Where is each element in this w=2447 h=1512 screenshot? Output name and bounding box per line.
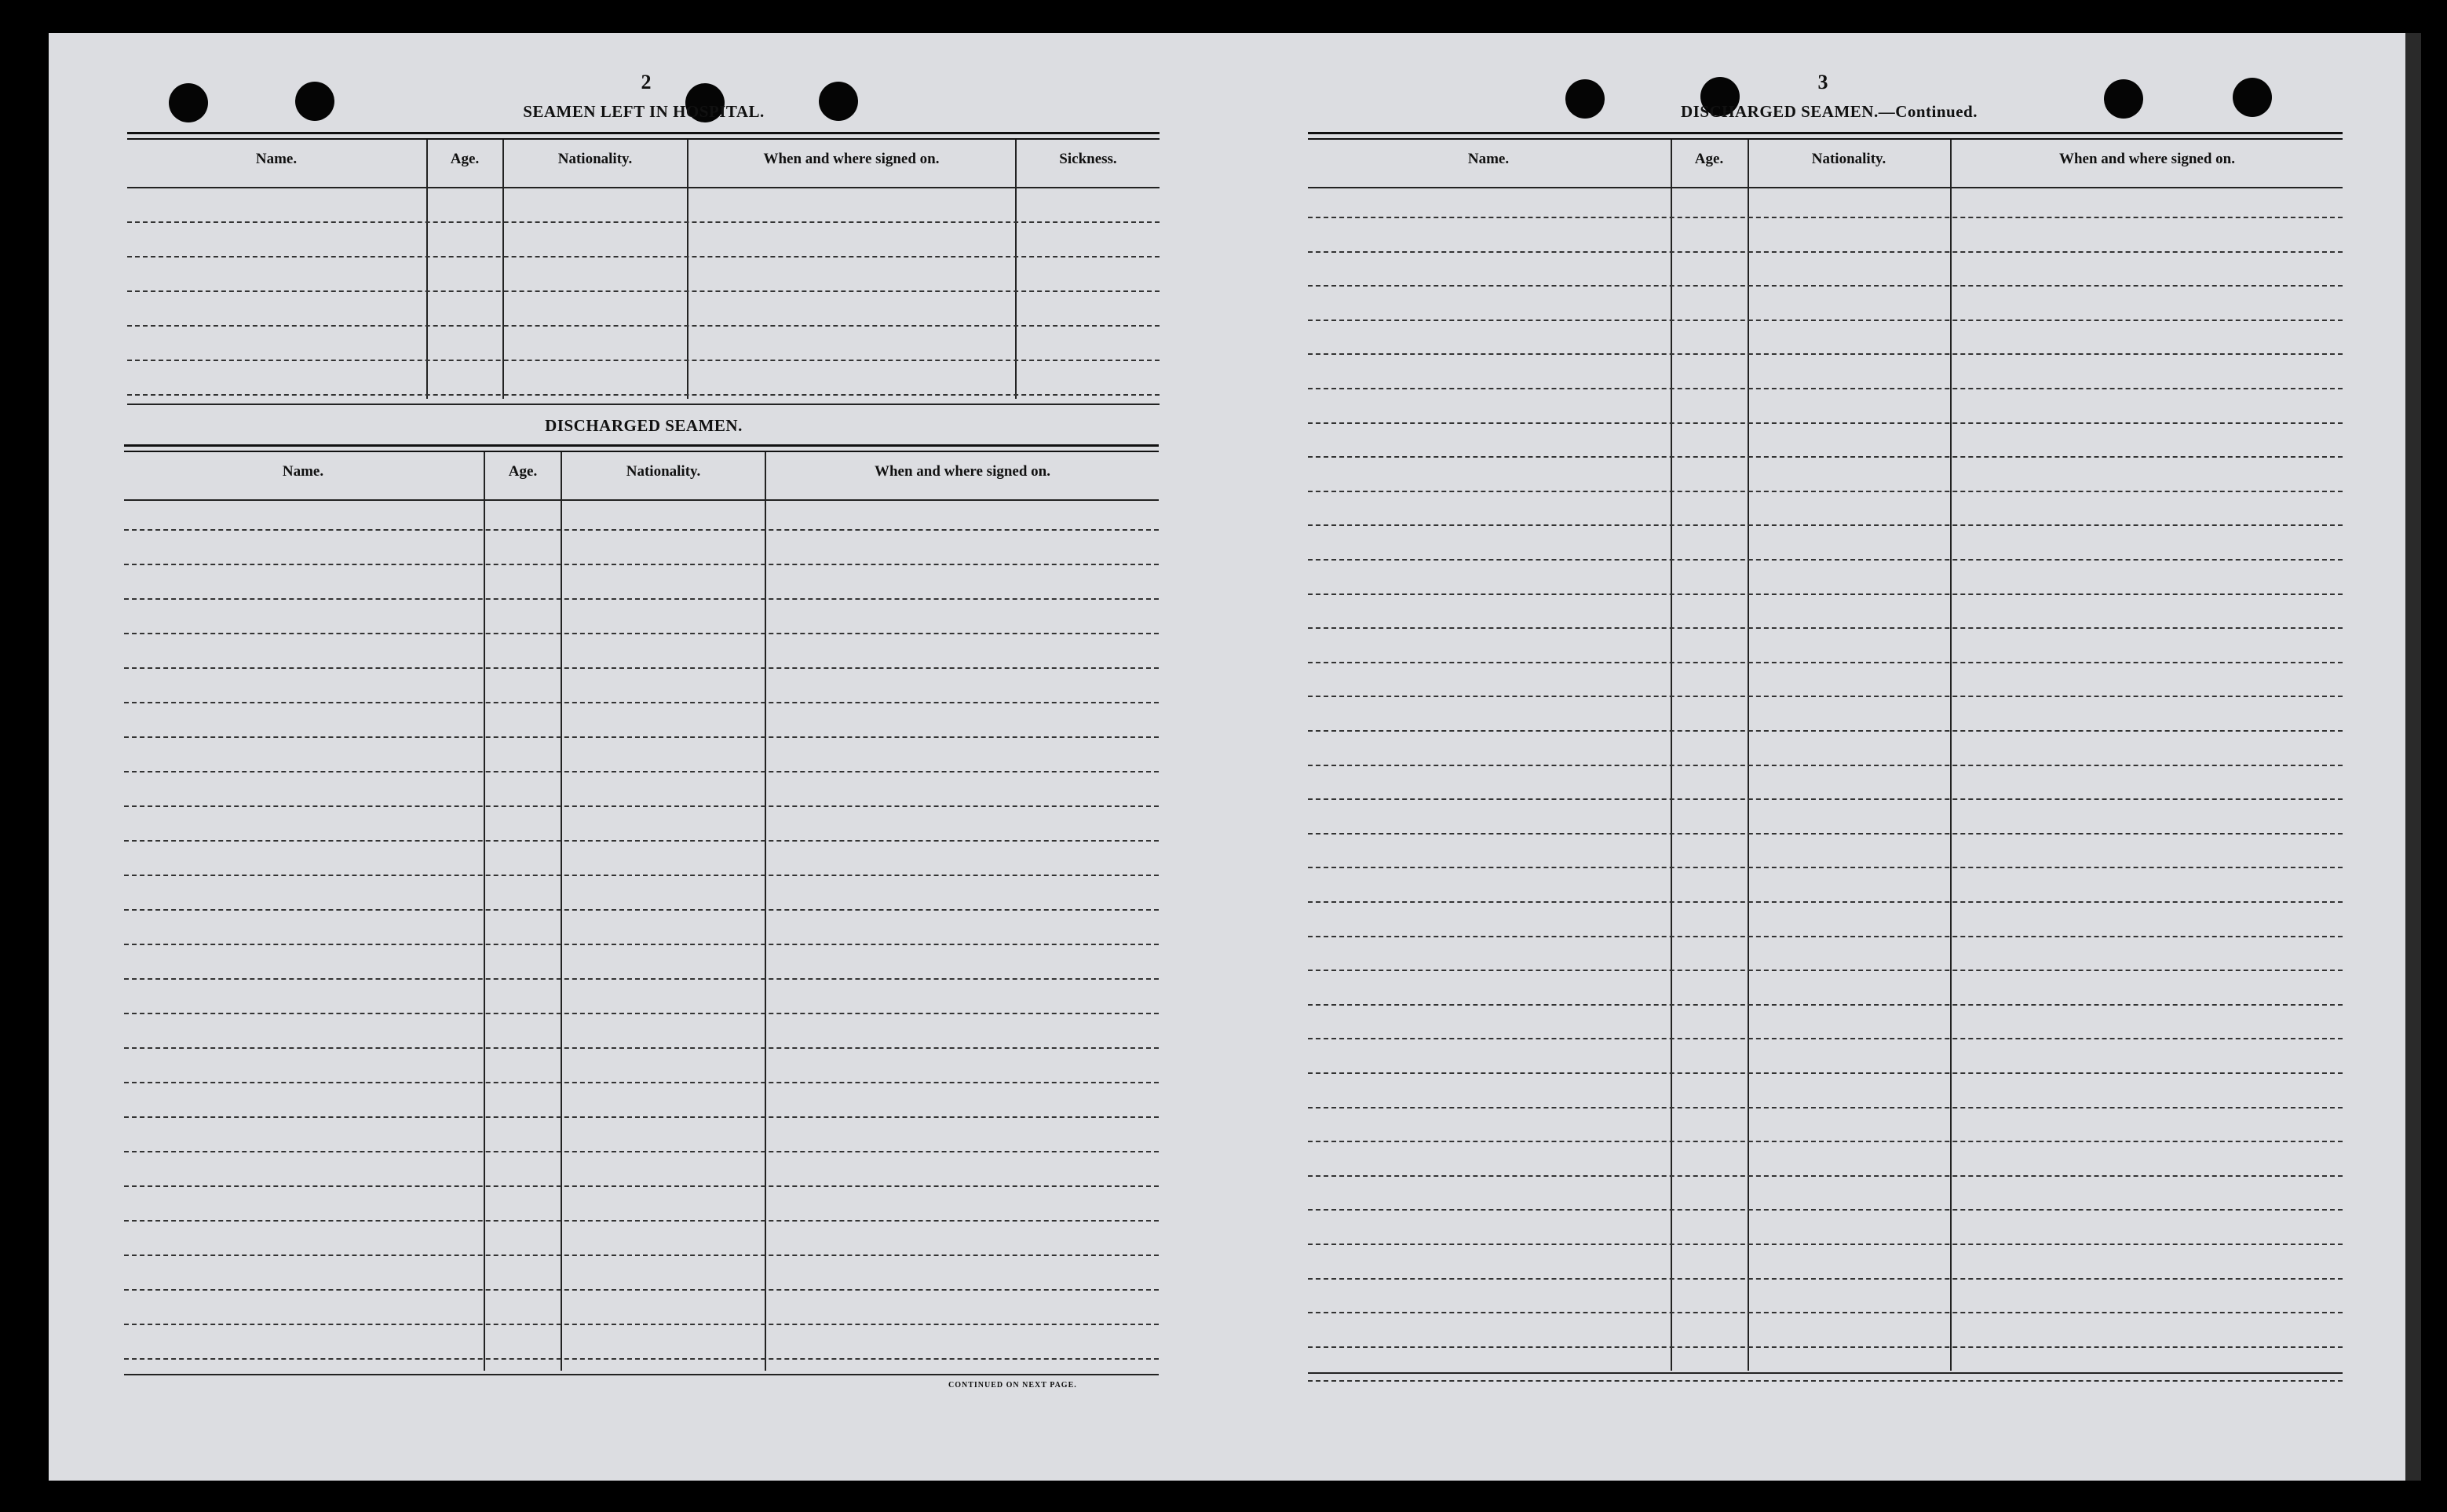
table-row — [1308, 593, 2343, 595]
col-header-age: Age. — [508, 463, 538, 480]
table-row — [124, 1013, 1159, 1014]
table-row — [1308, 662, 2343, 663]
table-row — [1308, 765, 2343, 766]
table-row — [124, 564, 1159, 565]
table-row — [127, 256, 1160, 257]
table-row — [1308, 970, 2343, 971]
table-row — [1308, 217, 2343, 218]
table-row — [124, 633, 1159, 634]
table-row — [127, 221, 1160, 223]
table-row — [124, 875, 1159, 876]
table-row — [127, 325, 1160, 327]
table-row — [1308, 1244, 2343, 1245]
col-header-nationality: Nationality. — [1811, 151, 1886, 167]
table-row — [124, 1358, 1159, 1360]
col-header-name: Name. — [282, 463, 324, 480]
table-row — [1308, 1038, 2343, 1039]
table-row — [1308, 559, 2343, 561]
table-row — [1308, 251, 2343, 253]
table-row — [124, 1220, 1159, 1222]
col-header-signed-on: When and where signed on. — [874, 463, 1050, 480]
table-row — [124, 805, 1159, 807]
table-row — [1308, 1278, 2343, 1280]
table-row — [1308, 1380, 2343, 1382]
table-row — [1308, 524, 2343, 526]
page-edge-shadow — [2405, 33, 2421, 1481]
page-number-left: 2 — [641, 71, 652, 93]
table-row — [1308, 798, 2343, 800]
table-row — [1308, 627, 2343, 629]
table-row — [124, 771, 1159, 772]
punch-hole — [1565, 79, 1605, 119]
table-row — [124, 736, 1159, 738]
table-row — [1308, 833, 2343, 835]
table-row — [1308, 320, 2343, 321]
table-row — [124, 840, 1159, 842]
table-row — [127, 360, 1160, 361]
discharged-table-left — [124, 444, 1159, 1379]
table-row — [124, 1116, 1159, 1118]
punch-hole — [819, 82, 858, 121]
table-row — [1308, 1004, 2343, 1006]
hospital-section-title: SEAMEN LEFT IN HOSPITAL. — [523, 102, 765, 121]
table-row — [124, 667, 1159, 669]
table-row — [124, 978, 1159, 980]
table-row — [1308, 936, 2343, 937]
punch-hole — [169, 83, 208, 122]
table-row — [124, 1324, 1159, 1325]
table-row — [1308, 1175, 2343, 1177]
table-row — [1308, 696, 2343, 697]
table-row — [1308, 867, 2343, 868]
col-header-name: Name. — [1467, 151, 1510, 167]
table-row — [124, 702, 1159, 703]
col-header-sickness: Sickness. — [1059, 151, 1117, 167]
table-row — [1308, 1107, 2343, 1108]
table-row — [124, 598, 1159, 600]
table-row — [124, 1082, 1159, 1083]
col-header-signed-on: When and where signed on. — [2058, 151, 2235, 167]
table-row — [1308, 285, 2343, 287]
table-row — [127, 290, 1160, 292]
discharged-continued-title: DISCHARGED SEAMEN.—Continued. — [1681, 102, 1978, 121]
table-row — [1308, 353, 2343, 355]
table-row — [124, 909, 1159, 911]
table-row — [1308, 1141, 2343, 1142]
hospital-table — [127, 132, 1160, 407]
col-header-signed-on: When and where signed on. — [763, 151, 940, 167]
table-row — [124, 529, 1159, 531]
col-header-name: Name. — [255, 151, 298, 167]
table-row — [1308, 730, 2343, 732]
table-row — [1308, 491, 2343, 492]
table-row — [127, 394, 1160, 396]
col-header-nationality: Nationality. — [557, 151, 633, 167]
table-row — [1308, 1346, 2343, 1348]
punch-hole — [2104, 79, 2143, 119]
continued-note: CONTINUED ON NEXT PAGE. — [948, 1381, 1077, 1390]
punch-hole — [295, 82, 334, 121]
punch-hole — [2233, 78, 2272, 117]
table-row — [1308, 388, 2343, 389]
table-row — [124, 1047, 1159, 1049]
table-row — [1308, 1072, 2343, 1074]
page-number-right: 3 — [1817, 71, 1828, 93]
table-row — [124, 1151, 1159, 1152]
table-row — [1308, 1312, 2343, 1313]
col-header-nationality: Nationality. — [626, 463, 701, 480]
table-row — [1308, 422, 2343, 424]
table-row — [124, 1289, 1159, 1291]
table-row — [1308, 1209, 2343, 1211]
table-row — [124, 1255, 1159, 1256]
table-row — [1308, 901, 2343, 903]
table-row — [124, 944, 1159, 945]
table-row — [1308, 456, 2343, 458]
col-header-age: Age. — [1694, 151, 1724, 167]
col-header-age: Age. — [450, 151, 480, 167]
discharged-section-title: DISCHARGED SEAMEN. — [545, 416, 743, 435]
discharged-table-right — [1308, 132, 2343, 1380]
table-row — [124, 1185, 1159, 1187]
